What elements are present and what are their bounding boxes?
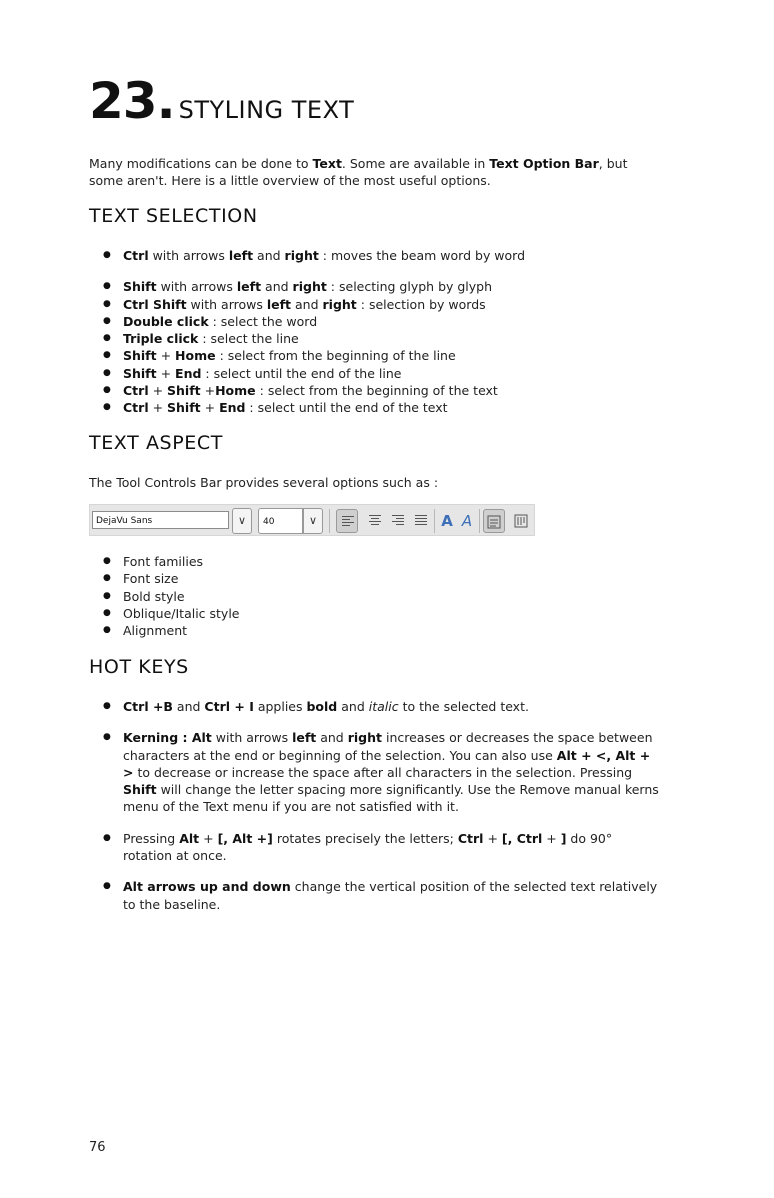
intro-paragraph [89, 155, 649, 190]
key-term: Ctrl [123, 248, 149, 263]
item-text: rotates precisely the letters; [272, 830, 458, 846]
item-text: with arrows [148, 248, 229, 263]
item-text: + [542, 830, 561, 846]
key-term: Triple click [123, 331, 199, 347]
chapter-number: 23. [89, 72, 175, 130]
section-heading-text-selection: TEXT SELECTION [89, 205, 258, 227]
list-item [123, 698, 663, 715]
item-text: applies [253, 699, 307, 714]
chevron-down-icon[interactable]: ∨ [303, 508, 323, 534]
italic-icon[interactable]: A [461, 512, 473, 530]
tool-controls-bar-screenshot [89, 504, 535, 536]
item-text: and [291, 296, 323, 312]
toolbar-separator [479, 509, 480, 533]
item-text: + [199, 830, 218, 846]
align-right-icon[interactable] [387, 509, 409, 533]
italic-term: italic [368, 699, 399, 714]
key-term: right [322, 296, 357, 312]
item-text: : moves the beam word by word [318, 248, 526, 263]
horizontal-text-icon[interactable] [483, 509, 505, 533]
list-item [123, 365, 663, 382]
document-page [89, 0, 689, 1198]
item-text: with arrows [156, 279, 237, 295]
item-text: to the selected text. [398, 699, 529, 714]
key-term: Shift [167, 400, 201, 416]
key-term: [, Ctrl [501, 830, 543, 846]
key-term: left [228, 248, 254, 263]
list-item [123, 278, 663, 295]
item-text: do 90° rotation at once. [123, 830, 613, 864]
toolbar-separator [329, 509, 330, 533]
key-term: left [266, 296, 292, 312]
list-item: ● Font size [123, 570, 663, 587]
key-term: right [292, 279, 327, 295]
item-text: + [156, 348, 176, 364]
list-item [123, 313, 663, 330]
list-item: ● Font families [123, 553, 663, 570]
list-item [123, 330, 663, 347]
key-term: Ctrl [123, 383, 149, 399]
item-text: with arrows [186, 296, 267, 312]
item-text: + [200, 383, 216, 399]
item-text: and [316, 730, 348, 746]
key-term: ] [560, 830, 567, 846]
chapter-heading [89, 72, 354, 130]
key-term: Double click [123, 313, 209, 329]
chapter-title: STYLING TEXT [178, 96, 355, 124]
item-text: + [200, 400, 220, 416]
font-size-field[interactable]: 40 [258, 508, 303, 534]
list-item [123, 247, 663, 264]
item-text: will change the letter spacing more significantly. Use the Remove manual kerns menu of the Text menu if you are not satisfied with it. [123, 782, 659, 815]
list-item [123, 382, 663, 399]
item-text: + [148, 400, 168, 416]
item-text: + [156, 365, 176, 381]
item-text: : selecting glyph by glyph [326, 279, 493, 295]
key-term: Shift [123, 365, 157, 381]
key-term: left [292, 730, 317, 746]
item-text: : select from the beginning of the text [255, 383, 498, 399]
key-term: End [175, 365, 202, 381]
toolbar-separator [434, 509, 435, 533]
vertical-text-icon[interactable] [510, 509, 532, 533]
list-item [123, 878, 663, 913]
section-heading-hot-keys: HOT KEYS [89, 656, 189, 678]
chevron-down-icon[interactable]: ∨ [232, 508, 252, 534]
text-aspect-list [89, 553, 663, 639]
align-justify-icon[interactable] [410, 509, 432, 533]
key-term: Ctrl +B [123, 699, 173, 714]
key-term: Alt [179, 830, 200, 846]
text-selection-list [89, 247, 663, 417]
hot-keys-list [89, 698, 663, 913]
key-term: bold [306, 699, 338, 714]
key-term: [, Alt +] [217, 830, 273, 846]
intro-keyword: Text [312, 156, 342, 171]
key-term: Ctrl [457, 830, 484, 846]
key-term: Kerning : Alt [123, 730, 212, 746]
list-item: ● Bold style [123, 588, 663, 605]
list-item [123, 830, 663, 865]
key-term: Ctrl Shift [123, 296, 187, 312]
bold-icon[interactable]: A [441, 512, 453, 530]
list-item [123, 729, 663, 815]
item-text: change the vertical position of the selected text relatively to the baseline. [123, 879, 658, 912]
key-term: Home [215, 383, 256, 399]
item-text: to decrease or increase the space after all characters in the selection. Pressing [133, 764, 633, 780]
page-number: 76 [89, 1140, 106, 1155]
item-text: and [253, 248, 285, 263]
key-term: Shift [123, 782, 157, 798]
text-aspect-lead: The Tool Controls Bar provides several options such as : [89, 475, 439, 490]
align-center-icon[interactable] [364, 509, 386, 533]
key-term: Ctrl + I [204, 699, 254, 714]
list-item [123, 296, 663, 313]
list-item [123, 347, 663, 364]
item-text: with arrows [211, 730, 293, 746]
item-text: and [172, 699, 205, 714]
intro-text: , but some aren't. Here is a little overview of the most useful options. [89, 156, 628, 189]
key-term: End [219, 400, 246, 416]
key-term: Shift [167, 383, 201, 399]
intro-keyword: Text Option Bar [489, 156, 599, 171]
item-text: and [337, 699, 369, 714]
section-heading-text-aspect: TEXT ASPECT [89, 432, 223, 454]
item-text: : selection by words [356, 296, 486, 312]
item-text: : select until the end of the text [245, 400, 448, 416]
key-term: Shift [123, 279, 157, 295]
align-left-icon[interactable] [336, 509, 358, 533]
item-text: : select the line [198, 331, 299, 347]
item-text: + [483, 830, 502, 846]
item-text: increases or decreases the space between characters at the end or beginning of the selection. You can also use [123, 730, 653, 763]
key-term: left [236, 279, 262, 295]
key-term: Alt arrows up and down [123, 879, 291, 895]
intro-text: Many modifications can be done to [89, 156, 313, 171]
item-text: : select until the end of the line [201, 365, 402, 381]
item-text: + [148, 383, 168, 399]
key-term: Home [175, 348, 216, 364]
font-family-field[interactable]: DejaVu Sans [92, 511, 229, 529]
list-item [123, 399, 663, 416]
list-item: ● Oblique/Italic style [123, 605, 663, 622]
key-term: right [347, 730, 382, 746]
key-term: right [284, 248, 319, 263]
list-item: ● Alignment [123, 622, 663, 639]
item-text: and [261, 279, 293, 295]
item-text: : select the word [208, 313, 318, 329]
item-text: : select from the beginning of the line [215, 348, 456, 364]
key-term: Shift [123, 348, 157, 364]
key-term: Ctrl [123, 400, 149, 416]
item-text: Pressing [123, 830, 180, 846]
key-term: Alt + <, Alt + > [123, 747, 651, 780]
intro-text: . Some are available in [341, 156, 490, 171]
